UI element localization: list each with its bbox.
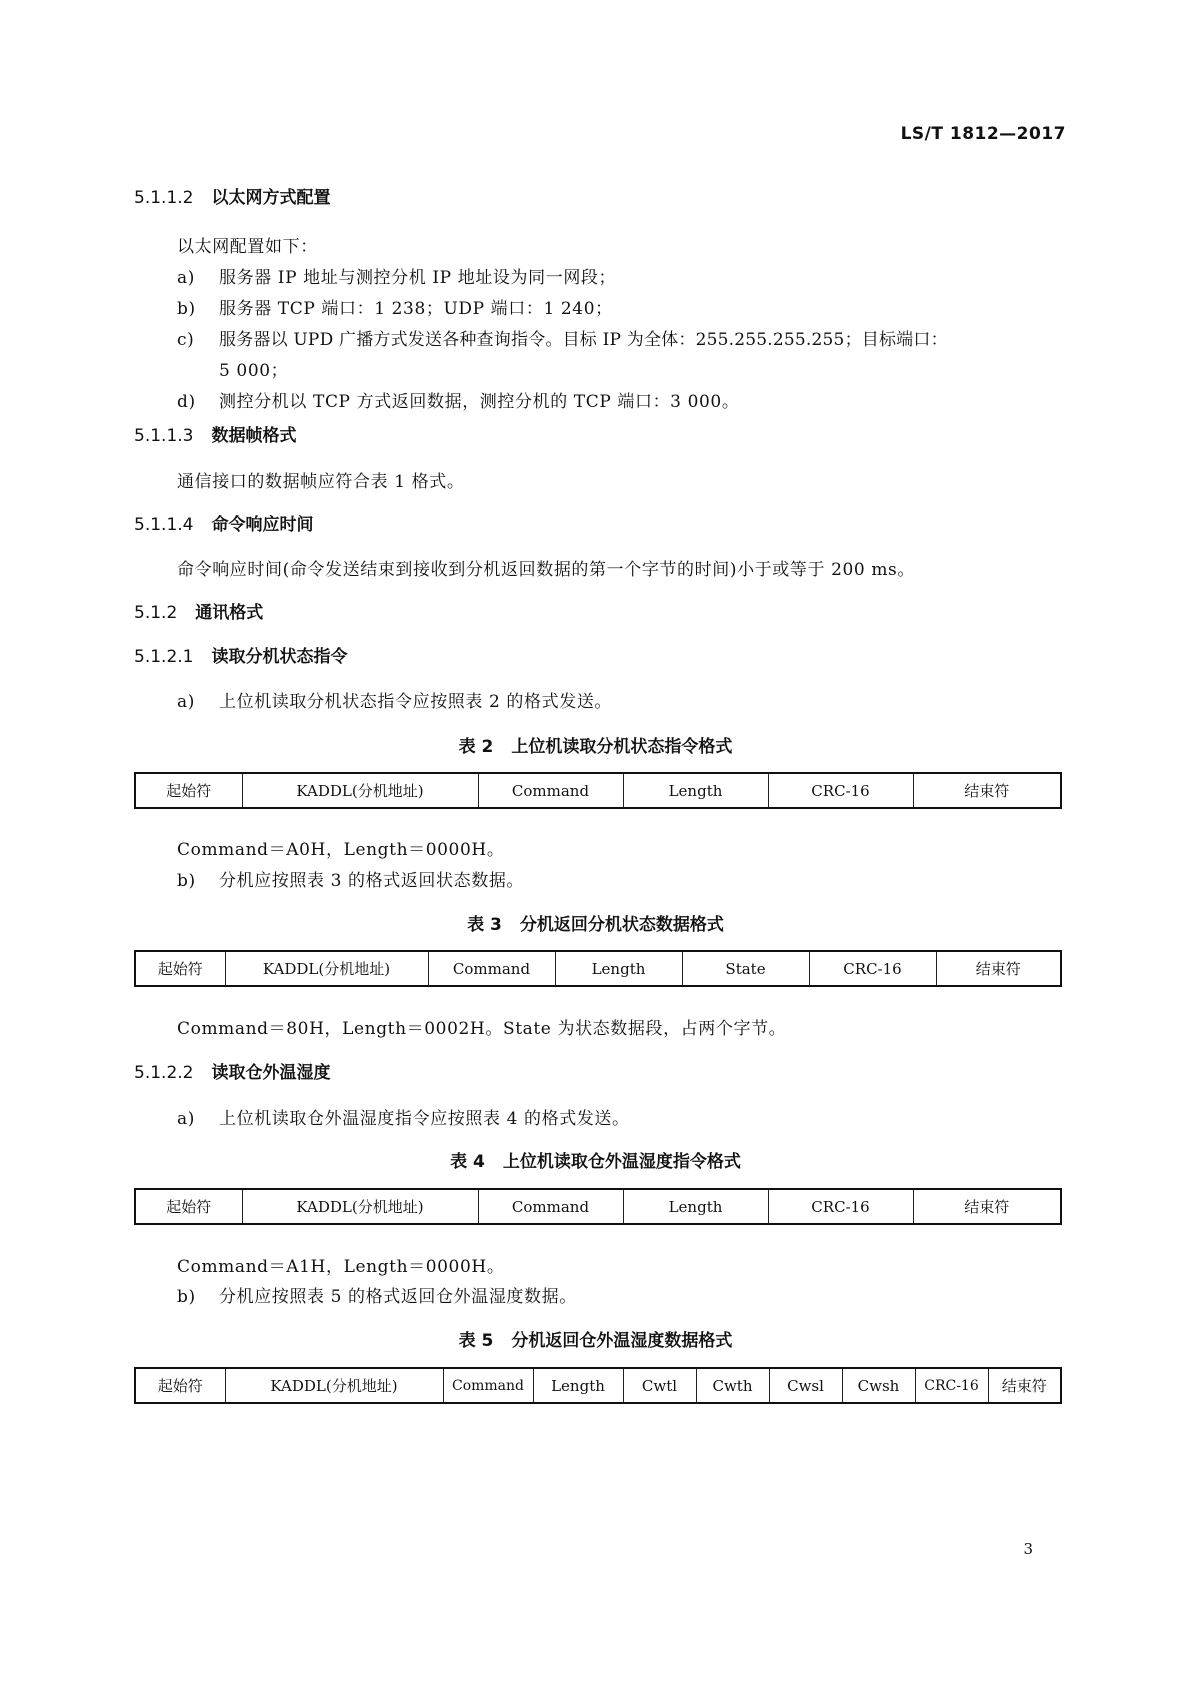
list-item: b) 分机应按照表 5 的格式返回仓外温湿度数据。: [177, 1287, 577, 1307]
list-item: a) 上位机读取分机状态指令应按照表 2 的格式发送。: [177, 692, 613, 712]
section-heading-5114: 5.1.1.4 命令响应时间: [134, 515, 314, 535]
format-table-2: [134, 772, 1062, 809]
table-cell: Cwth: [696, 1368, 769, 1403]
table-cell: Cwsh: [842, 1368, 915, 1403]
table-cell: Cwtl: [623, 1368, 696, 1403]
table-caption: 表 4 上位机读取仓外温湿度指令格式: [450, 1152, 741, 1172]
table-cell: 结束符: [988, 1368, 1061, 1403]
table-cell: 结束符: [913, 773, 1061, 808]
table-cell: KADDL(分机地址): [242, 1189, 478, 1224]
table-cell: Length: [533, 1368, 623, 1403]
table-cell: Length: [555, 951, 682, 986]
format-table-4: [134, 1188, 1062, 1225]
format-table-5: [134, 1367, 1062, 1404]
paragraph: 通信接口的数据帧应符合表 1 格式。: [177, 472, 465, 492]
table-cell: KADDL(分机地址): [225, 951, 428, 986]
paragraph: 以太网配置如下：: [177, 237, 318, 257]
table-note: Command＝A1H，Length＝0000H。: [177, 1257, 505, 1277]
section-heading-5112: [134, 183, 330, 208]
page-number: 3: [1023, 1540, 1033, 1558]
table-cell: CRC-16: [768, 1189, 913, 1224]
table-cell: 起始符: [135, 773, 242, 808]
list-item: a) 上位机读取仓外温湿度指令应按照表 4 的格式发送。: [177, 1109, 630, 1129]
table-cell: Command: [478, 1189, 623, 1224]
section-heading-5121: 5.1.2.1 读取分机状态指令: [134, 647, 348, 667]
list-item: b) 分机应按照表 3 的格式返回状态数据。: [177, 871, 525, 891]
table-cell: Command: [428, 951, 555, 986]
list-item: d) 测控分机以 TCP 方式返回数据，测控分机的 TCP 端口：3 000。: [177, 392, 740, 412]
table-cell: KADDL(分机地址): [225, 1368, 443, 1403]
table-caption: 表 5 分机返回仓外温湿度数据格式: [458, 1331, 733, 1351]
section-title: 以太网方式配置: [211, 188, 331, 208]
table-caption: 表 3 分机返回分机状态数据格式: [467, 915, 724, 935]
section-heading-5113: 5.1.1.3 数据帧格式: [134, 426, 297, 446]
table-cell: 结束符: [936, 951, 1061, 986]
table-cell: Length: [623, 1189, 768, 1224]
table-cell: 结束符: [913, 1189, 1061, 1224]
format-table-3: [134, 950, 1062, 987]
section-heading-512: 5.1.2 通讯格式: [134, 603, 264, 623]
list-item: c) 服务器以 UPD 广播方式发送各种查询指令。目标 IP 为全体：255.255.255.255；目标端口：: [177, 330, 948, 350]
table-cell: CRC-16: [915, 1368, 988, 1403]
section-heading-5122: 5.1.2.2 读取仓外温湿度: [134, 1063, 331, 1083]
table-note: Command＝80H，Length＝0002H。State 为状态数据段，占两个字节。: [177, 1019, 787, 1039]
document-id: LS/T 1812—2017: [900, 124, 1066, 144]
table-cell: CRC-16: [809, 951, 936, 986]
table-cell: KADDL(分机地址): [242, 773, 478, 808]
table-note: Command＝A0H，Length＝0000H。: [177, 840, 505, 860]
list-item: a) 服务器 IP 地址与测控分机 IP 地址设为同一网段；: [177, 268, 617, 288]
table-cell: Length: [623, 773, 768, 808]
table-cell: State: [682, 951, 809, 986]
table-cell: Cwsl: [769, 1368, 842, 1403]
table-cell: Command: [478, 773, 623, 808]
table-caption: 表 2 上位机读取分机状态指令格式: [458, 737, 733, 757]
table-cell: 起始符: [135, 951, 225, 986]
table-cell: CRC-16: [768, 773, 913, 808]
paragraph: 命令响应时间(命令发送结束到接收到分机返回数据的第一个字节的时间)小于或等于 200 ms。: [177, 560, 915, 580]
list-item: b) 服务器 TCP 端口：1 238；UDP 端口：1 240；: [177, 299, 613, 319]
section-number: 5.1.1.2: [134, 188, 194, 208]
table-cell: 起始符: [135, 1368, 225, 1403]
table-cell: Command: [443, 1368, 533, 1403]
table-cell: 起始符: [135, 1189, 242, 1224]
list-item-continuation: 5 000；: [219, 361, 289, 381]
